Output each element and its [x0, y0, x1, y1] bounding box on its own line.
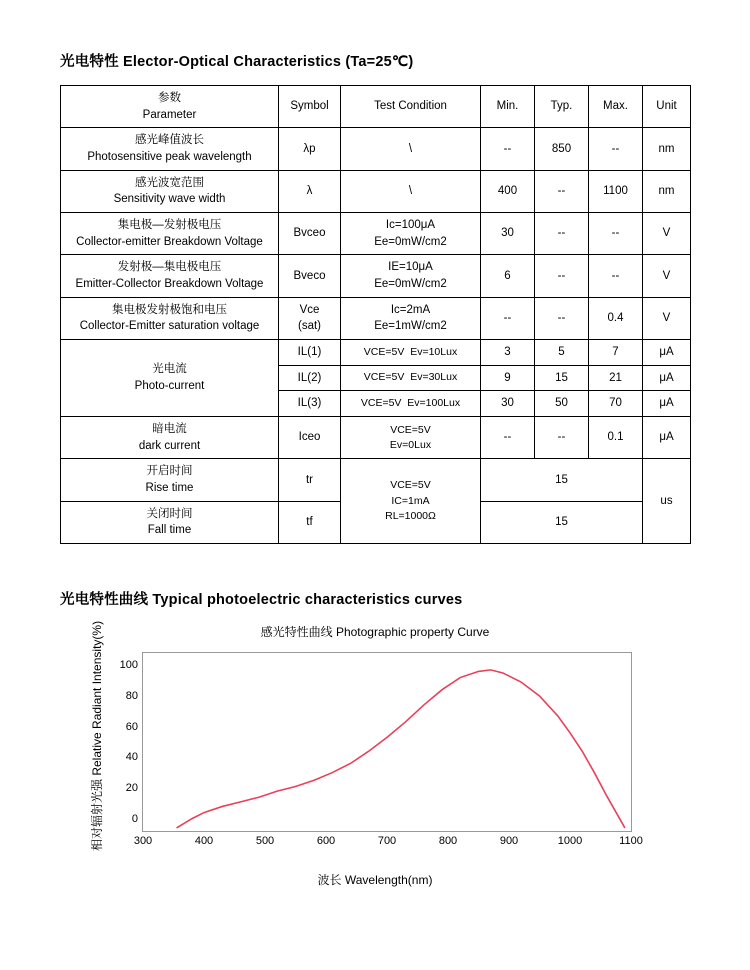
row-max: 70: [589, 391, 643, 417]
param-cn: 发射极—集电极电压: [117, 261, 222, 274]
param-en: Collector-emitter Breakdown Voltage: [76, 235, 263, 248]
condition-line-1: VCE=5V: [390, 423, 431, 436]
table-row: [61, 128, 691, 170]
row-min: --: [481, 128, 535, 170]
row-symbol: tf: [279, 501, 341, 543]
table-header-row: [61, 86, 691, 128]
param-cn: 集电极发射极饱和电压: [112, 303, 227, 316]
row-unit: V: [643, 213, 691, 255]
table-row: [61, 213, 691, 255]
row-parameter: [61, 255, 279, 297]
header-symbol: Symbol: [279, 86, 341, 128]
header-parameter-cn: 参数: [158, 92, 181, 104]
condition-line-1: VCE=5V: [390, 479, 431, 492]
condition-line-2: Ee=1mW/cm2: [374, 320, 447, 333]
condition-line-1: IE=10μA: [388, 261, 433, 274]
page-title-eo-characteristics: 光电特性 Elector-Optical Characteristics (Ta=25℃): [60, 54, 414, 70]
row-symbol: Bveco: [279, 255, 341, 297]
x-tick-800: 800: [438, 835, 458, 848]
header-typ: Typ.: [535, 86, 589, 128]
row-condition: [341, 213, 481, 255]
row-condition: [341, 365, 481, 391]
table-row: [61, 297, 691, 339]
chart-title: 感光特性曲线 Photographic property Curve: [260, 625, 490, 640]
row-condition: [341, 297, 481, 339]
table-row: [61, 255, 691, 297]
row-unit: us: [643, 459, 691, 544]
condition-line-2: IC=1mA: [391, 494, 430, 507]
chart-plot-area: [119, 652, 643, 848]
row-symbol: IL(1): [279, 340, 341, 366]
row-rise-time-value: 15: [481, 459, 643, 501]
row-unit: V: [643, 297, 691, 339]
row-unit: nm: [643, 170, 691, 212]
row-min: 30: [481, 213, 535, 255]
row-symbol: λ: [279, 170, 341, 212]
row-symbol: Bvceo: [279, 213, 341, 255]
row-max: --: [589, 213, 643, 255]
row-symbol: λp: [279, 128, 341, 170]
header-unit: Unit: [643, 86, 691, 128]
condition-line-2: Ee=0mW/cm2: [374, 278, 447, 291]
row-condition-timing: [341, 459, 481, 544]
row-unit: V: [643, 255, 691, 297]
row-unit: μA: [643, 417, 691, 459]
row-min: 30: [481, 391, 535, 417]
row-min: 400: [481, 170, 535, 212]
x-tick-1100: 1100: [619, 835, 643, 848]
row-parameter: [61, 128, 279, 170]
param-en: Photo-current: [134, 380, 205, 393]
row-condition: [341, 391, 481, 417]
row-condition: [341, 255, 481, 297]
condition-voltage: VCE=5V: [363, 371, 405, 384]
condition-line-2: Ee=0mW/cm2: [374, 235, 447, 248]
header-max: Max.: [589, 86, 643, 128]
row-min: 3: [481, 340, 535, 366]
param-en: Photosensitive peak wavelength: [87, 151, 252, 164]
row-symbol: tr: [279, 459, 341, 501]
y-tick-60: 60: [125, 720, 138, 733]
row-unit: μA: [643, 365, 691, 391]
condition-illuminance: Ev=10Lux: [410, 345, 458, 358]
x-tick-400: 400: [194, 835, 214, 848]
row-min: 9: [481, 365, 535, 391]
chart-y-axis-label: 相对辐射光强 Relative Radiant Intensity(%): [90, 621, 104, 852]
y-tick-100: 100: [119, 659, 138, 672]
header-test-condition: Test Condition: [341, 86, 481, 128]
condition-voltage: VCE=5V: [360, 397, 402, 410]
row-unit: μA: [643, 340, 691, 366]
row-unit: μA: [643, 391, 691, 417]
x-tick-600: 600: [316, 835, 336, 848]
page-title-curves: 光电特性曲线 Typical photoelectric characteristics curves: [60, 592, 463, 609]
row-typ: 5: [535, 340, 589, 366]
spectral-response-curve: [143, 653, 631, 831]
row-typ: 850: [535, 128, 589, 170]
y-tick-40: 40: [125, 751, 138, 764]
eo-characteristics-table: [60, 85, 691, 544]
row-symbol: Iceo: [279, 417, 341, 459]
row-parameter: [61, 459, 279, 501]
row-parameter: [61, 297, 279, 339]
header-parameter-en: Parameter: [142, 108, 197, 121]
header-min: Min.: [481, 86, 535, 128]
param-cn: 感光峰值波长: [135, 134, 204, 147]
row-condition: [341, 340, 481, 366]
param-cn: 开启时间: [146, 465, 193, 478]
row-typ: --: [535, 213, 589, 255]
row-condition: [341, 417, 481, 459]
x-tick-500: 500: [255, 835, 275, 848]
row-min: 6: [481, 255, 535, 297]
row-max: 7: [589, 340, 643, 366]
param-en: Rise time: [145, 482, 194, 495]
table-row: [61, 459, 691, 501]
symbol-line-1: Vce: [299, 303, 320, 316]
row-typ: --: [535, 170, 589, 212]
param-en: Sensitivity wave width: [113, 193, 226, 206]
row-max: 0.1: [589, 417, 643, 459]
row-max: 0.4: [589, 297, 643, 339]
row-condition: \: [341, 170, 481, 212]
y-tick-20: 20: [125, 782, 138, 795]
row-parameter-photo-current: [61, 340, 279, 417]
condition-line-1: Ic=100μA: [385, 219, 436, 232]
header-parameter: [61, 86, 279, 128]
param-cn: 光电流: [152, 363, 187, 376]
param-cn: 关闭时间: [146, 507, 193, 520]
chart-x-axis-label: 波长 Wavelength(nm): [317, 873, 433, 888]
x-tick-1000: 1000: [557, 835, 583, 848]
x-tick-700: 700: [377, 835, 397, 848]
row-max: --: [589, 255, 643, 297]
x-tick-300: 300: [133, 835, 153, 848]
x-tick-900: 900: [499, 835, 519, 848]
row-min: --: [481, 417, 535, 459]
y-tick-80: 80: [125, 690, 138, 703]
table-row: [61, 417, 691, 459]
table-row: [61, 170, 691, 212]
row-max: --: [589, 128, 643, 170]
condition-line-3: RL=1000Ω: [385, 509, 436, 522]
row-symbol: IL(3): [279, 391, 341, 417]
row-typ: 15: [535, 365, 589, 391]
symbol-line-2: (sat): [298, 320, 321, 333]
row-symbol: [279, 297, 341, 339]
condition-line-2: Ev=0Lux: [389, 438, 432, 451]
row-typ: --: [535, 297, 589, 339]
condition-line-1: Ic=2mA: [390, 303, 431, 316]
row-parameter: [61, 417, 279, 459]
condition-illuminance: Ev=30Lux: [410, 371, 458, 384]
row-typ: --: [535, 255, 589, 297]
curves-section: [60, 588, 690, 886]
row-typ: 50: [535, 391, 589, 417]
param-cn: 感光波宽范围: [135, 176, 204, 189]
condition-voltage: VCE=5V: [363, 345, 405, 358]
param-cn: 暗电流: [152, 423, 187, 436]
table-row: [61, 340, 691, 366]
param-en: Fall time: [147, 524, 192, 537]
param-en: dark current: [138, 439, 201, 452]
row-parameter: [61, 213, 279, 255]
row-symbol: IL(2): [279, 365, 341, 391]
param-cn: 集电极—发射极电压: [117, 219, 222, 232]
condition-illuminance: Ev=100Lux: [407, 397, 461, 410]
row-fall-time-value: 15: [481, 501, 643, 543]
param-en: Collector-Emitter saturation voltage: [79, 320, 260, 333]
row-unit: nm: [643, 128, 691, 170]
row-parameter: [61, 170, 279, 212]
row-min: --: [481, 297, 535, 339]
y-tick-0: 0: [131, 812, 138, 825]
param-en: Emitter-Collector Breakdown Voltage: [75, 278, 264, 291]
row-max: 1100: [589, 170, 643, 212]
row-condition: \: [341, 128, 481, 170]
row-max: 21: [589, 365, 643, 391]
row-typ: --: [535, 417, 589, 459]
